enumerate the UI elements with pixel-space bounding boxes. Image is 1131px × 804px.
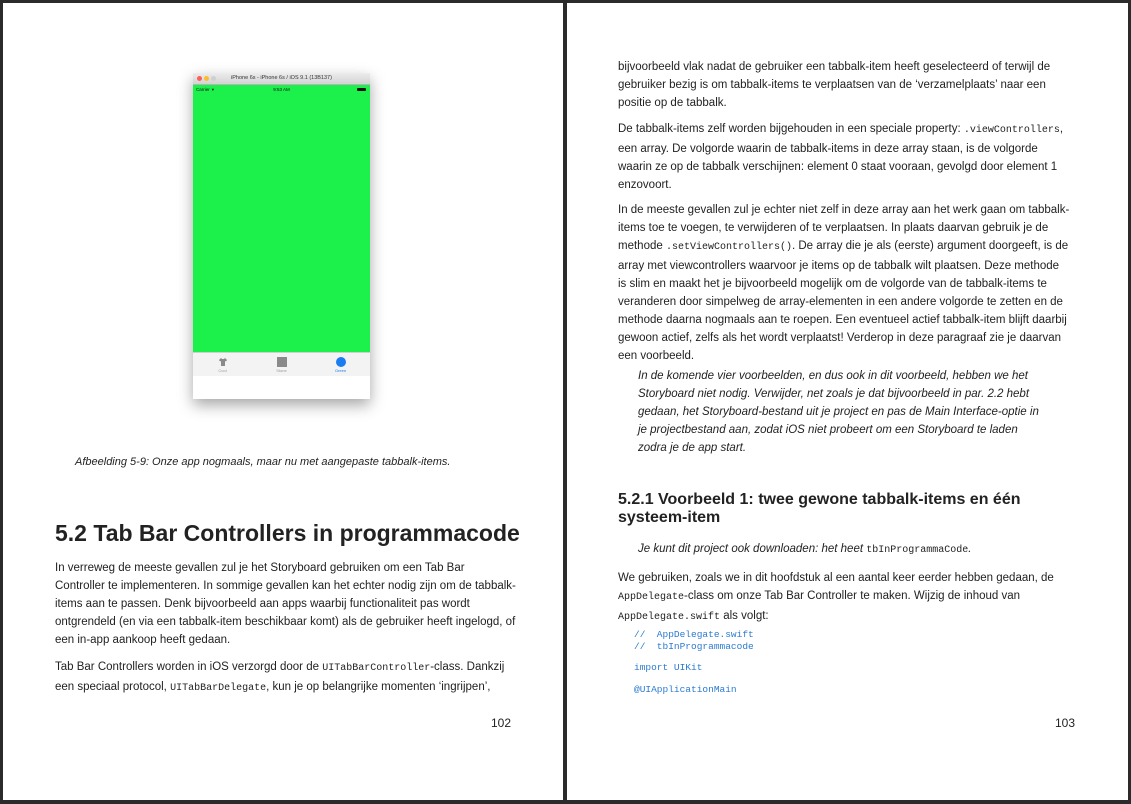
battery-icon — [357, 88, 366, 91]
square-icon — [277, 357, 287, 367]
setviewcontrollers-paragraph: In de meeste gevallen zul je echter niet zelf in deze array aan het werk gaan om tabbalk-items toe te voegen, te verwijderen of te verplaatsen. In plaats daarvan gebruik je de methode .setViewControllers(). De array die je als (eerste) argument doorgeeft, is de array met viewcontrollers waarvoor je items op de tabbalk wilt plaatsen. Deze methode is slim en maakt het je bijvoorbeeld mogelijk om de volgorde van de tabbalk-items te veranderen door simpelweg de array-elementen in een andere volgorde te zetten en de methode daarna nogmaals aan te roepen. Een eventueel actief tabbalk-item blijft daarbij gewoon actief, zelfs als het wordt verplaatst! Verderop in deze paragraaf zie je daarvan een voorbeeld. — [618, 204, 1070, 362]
tab-green-label: Green — [334, 367, 347, 373]
viewcontrollers-paragraph: De tabbalk-items zelf worden bijgehouden in een speciale property: .viewControllers, een array. De volgorde waarin de tabbalk-items in deze array staan, is de volgorde waarin ze op de tabbalk verschijnen: element 0 staat vooraan, gevolgd door element 1 enzovoort. — [618, 123, 1064, 191]
code-setviewcontrollers: .setViewControllers() — [665, 242, 792, 253]
subsection-heading: 5.2.1 Voorbeeld 1: twee gewone tabbalk-items en één systeem-item — [618, 491, 1021, 526]
page-number-left: 102 — [491, 716, 512, 730]
wifi-icon: ▾ — [211, 87, 215, 92]
code-viewcontrollers: .viewControllers — [963, 125, 1060, 136]
left-page — [3, 3, 563, 800]
code-appdelegate: AppDelegate — [618, 592, 685, 603]
shirt-icon — [218, 357, 228, 367]
download-note: Je kunt dit project ook downloaden: het heet tbInProgrammaCode. — [638, 543, 972, 556]
code-import-line: import UIKit — [634, 662, 703, 673]
tab-green[interactable] — [316, 353, 366, 376]
code-attribute-line: @UIApplicationMain — [634, 684, 737, 695]
right-page — [567, 3, 1128, 800]
simulator-title: iPhone 6s - iPhone 6s / iOS 9.1 (13B137) — [231, 75, 332, 81]
simulator-titlebar — [193, 73, 370, 85]
code-appdelegate-swift: AppDelegate.swift — [618, 612, 721, 623]
page-number-right: 103 — [1055, 716, 1076, 730]
tab-cool-label: Cool — [218, 367, 227, 373]
tab-bar — [193, 352, 370, 376]
code-project-name: tbInProgrammaCode — [866, 545, 969, 556]
app-screen[interactable] — [193, 85, 370, 376]
continued-paragraph: bijvoorbeeld vlak nadat de gebruiker een tabbalk-item heeft geselecteerd of terwijl de gebruiker bezig is om tabbalk-items te verplaatsen van de ‘verzamelplaats’ naar een positie op de tabbalk. — [618, 61, 1051, 109]
status-time: 9:53 AM — [273, 87, 290, 92]
code-comment-line: // tbInProgrammacode — [634, 641, 754, 652]
close-button[interactable] — [197, 76, 202, 81]
code-uitabbarcontroller: UITabBarController — [322, 663, 431, 674]
tab-stone-label: Stone — [276, 367, 287, 373]
simulator-window — [193, 73, 370, 399]
code-comment-line: // AppDelegate.swift — [634, 629, 754, 640]
code-uitabbardelegate: UITabBarDelegate — [170, 683, 267, 694]
carrier-label: Carrier — [196, 87, 210, 92]
code-block — [634, 629, 1034, 696]
status-bar — [193, 85, 370, 94]
tab-stone[interactable] — [257, 353, 307, 376]
intro-paragraph: In verreweg de meeste gevallen zul je het Storyboard gebruiken om een Tab Bar Controller te implementeren. In sommige gevallen kan het echter nodig zijn om de tabbalk-items aan te passen. Denk bijvoorbeeld aan apps waarbij functionaliteit pas wordt ontgrendeld (en via een tabbalk-item beschikbaar komt) als de gebruiker heeft ingelogd, of een in-app aankoop heeft gedaan. — [55, 562, 516, 646]
minimize-button[interactable] — [204, 76, 209, 81]
appdelegate-paragraph: We gebruiken, zoals we in dit hoofdstuk al een aantal keer eerder hebben gedaan, de AppDelegate-class om onze Tab Bar Controller te maken. Wijzig de inhoud van AppDelegate.swift als volgt: — [618, 572, 1054, 623]
figure-caption: Afbeelding 5-9: Onze app nogmaals, maar nu met aangepaste tabbalk-items. — [75, 456, 451, 468]
tabbar-controller-paragraph: Tab Bar Controllers worden in iOS verzorgd door de UITabBarController-class. Dankzij een speciaal protocol, UITabBarDelegate, kun je op belangrijke momenten ‘ingrijpen’, — [55, 661, 505, 694]
zoom-button[interactable] — [211, 76, 216, 81]
section-heading: 5.2 Tab Bar Controllers in programmacode — [55, 520, 520, 546]
storyboard-note: In de komende vier voorbeelden, en dus ook in dit voorbeeld, hebben we het Storyboard niet nodig. Verwijder, net zoals je dat bijvoorbeeld in par. 2.2 hebt gedaan, het Storyboard-bestand uit je project en pas de Main Interface-optie in je projectbestand aan, zodat iOS niet probeert om een Storyboard te laden zodra je de app start. — [638, 370, 1039, 454]
circle-icon — [336, 357, 346, 367]
tab-cool[interactable] — [198, 353, 248, 376]
